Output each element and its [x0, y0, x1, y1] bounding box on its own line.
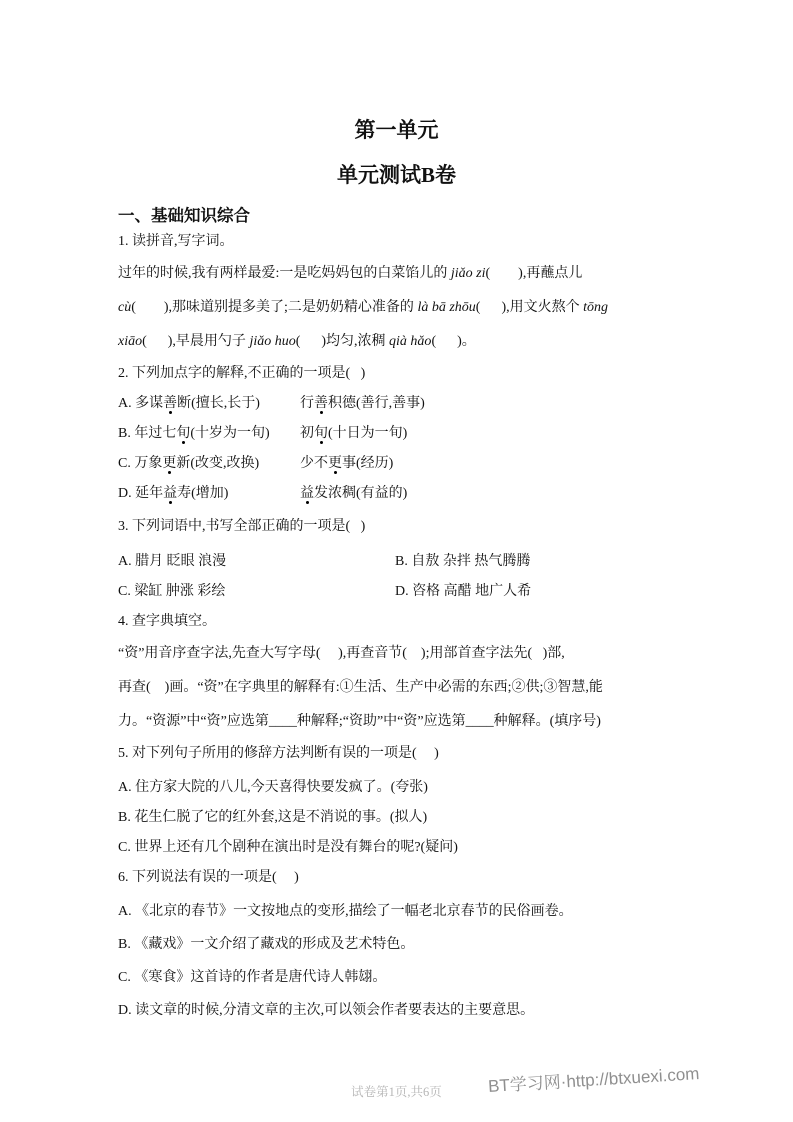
option-a-left-phrase: A. 多谋善断(擅长,长于): [118, 396, 260, 411]
question-1-text-line-2: cù( ),那味道别提多美了;二是奶奶精心准备的 là bā zhōu( ),用文火熬个 tōng: [118, 300, 608, 315]
option-b-right-phrase: 初旬(十日为一旬): [300, 426, 408, 441]
question-6-stem: 6. 下列说法有误的一项是( ): [118, 870, 299, 885]
question-4: [118, 607, 680, 739]
question-3: [118, 512, 680, 607]
unit-title: 第一单元: [354, 118, 439, 142]
option-b: B. 自敖 杂拌 热气腾腾: [395, 554, 531, 569]
question-6: [118, 863, 680, 1027]
option-a-right-phrase: 行善积德(善行,善事): [300, 396, 425, 411]
question-2-option-c: [118, 449, 680, 479]
question-5-option-c: C. 世界上还有几个剧种在演出时是没有舞台的呢?(疑问): [118, 840, 458, 855]
question-2-option-d: [118, 479, 680, 509]
question-3-stem: 3. 下列词语中,书写全部正确的一项是( ): [118, 519, 366, 534]
paper-title: 单元测试B卷: [336, 163, 456, 187]
question-4-text-line-3: 力。“资源”中“资”应选第____种解释;“资助”中“资”应选第____种解释。(填序号): [118, 714, 601, 729]
option-c-left-phrase: C. 万象更新(改变,改换): [118, 456, 260, 471]
question-5: [118, 739, 680, 863]
option-a: A. 腊月 眨眼 浪漫: [118, 554, 227, 569]
question-1-text-line-3: xiāo( ),早晨用勺子 jiǎo huo( )均匀,浓稠 qià hǎo( )。: [118, 334, 476, 349]
option-c-right-phrase: 少不更事(经历): [300, 456, 394, 471]
site-watermark: BT学习网·http://btxuexi.com: [487, 1064, 700, 1096]
question-1-text-line-1: 过年的时候,我有两样最爱:一是吃妈妈包的白菜馅儿的 jiǎo zi( ),再蘸点儿: [118, 266, 583, 281]
question-2-option-b: [118, 419, 680, 449]
question-5-stem: 5. 对下列句子所用的修辞方法判断有误的一项是( ): [118, 746, 439, 761]
question-5-option-b: B. 花生仁脱了它的红外套,这是不消说的事。(拟人): [118, 810, 428, 825]
paper-body: [118, 205, 680, 1027]
page-number-footer: 试卷第1页,共6页: [351, 1085, 442, 1099]
question-2: [118, 359, 680, 509]
question-4-stem: 4. 查字典填空。: [118, 614, 216, 629]
option-d-right-phrase: 益发浓稠(有益的): [300, 486, 408, 501]
question-2-option-a: [118, 389, 680, 419]
question-4-text-line-2: 再查( )画。“资”在字典里的解释有:①生活、生产中必需的东西;②供;③智慧,能: [118, 680, 603, 695]
option-d-left-phrase: D. 延年益寿(增加): [118, 486, 229, 501]
question-6-option-a: A. 《北京的春节》一文按地点的变形,描绘了一幅老北京春节的民俗画卷。: [118, 904, 573, 919]
question-5-option-a: A. 住方家大院的八儿,今天喜得快要发疯了。(夸张): [118, 780, 428, 795]
question-3-row-1: [118, 547, 680, 577]
question-2-stem: 2. 下列加点字的解释,不正确的一项是( ): [118, 366, 366, 381]
question-6-option-c: C. 《寒食》这首诗的作者是唐代诗人韩翃。: [118, 970, 387, 985]
paper-header: [0, 0, 793, 187]
question-1-stem: 1. 读拼音,写字词。: [118, 234, 234, 249]
question-6-option-b: B. 《藏戏》一文介绍了藏戏的形成及艺术特色。: [118, 937, 415, 952]
question-3-row-2: [118, 577, 680, 607]
question-4-text-line-1: “资”用音序查字法,先查大写字母( ),再查音节( );用部首查字法先( )部,: [118, 646, 565, 661]
option-b-left-phrase: B. 年过七旬(十岁为一旬): [118, 426, 270, 441]
section-heading: 一、基础知识综合: [118, 206, 250, 225]
question-1: [118, 227, 680, 359]
option-d: D. 咨格 高醋 地广人希: [395, 584, 532, 599]
option-c: C. 梁缸 肿涨 彩绘: [118, 584, 226, 599]
question-6-option-d: D. 读文章的时候,分清文章的主次,可以领会作者要表达的主要意思。: [118, 1003, 535, 1018]
